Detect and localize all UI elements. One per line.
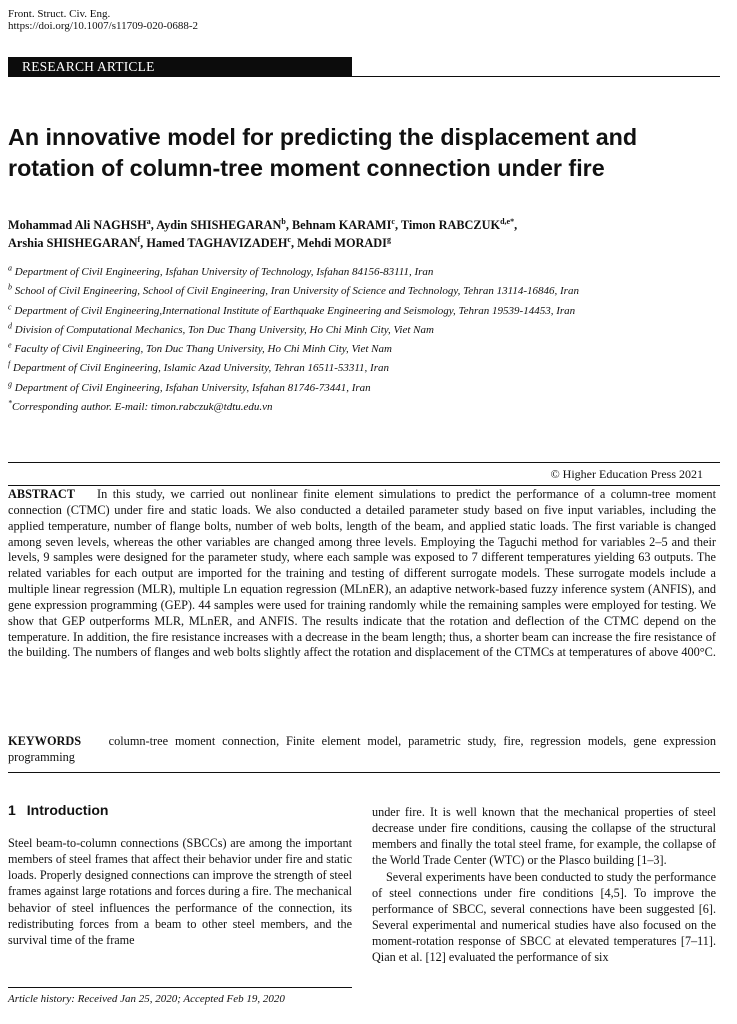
affiliation-item: [8, 282, 723, 301]
keywords: [8, 733, 716, 765]
author-list: [8, 216, 723, 252]
author-separator: ,: [394, 218, 401, 232]
abstract-rule: [8, 485, 720, 486]
keywords-label: KEYWORDS: [8, 734, 82, 748]
author-affil-mark: g: [386, 234, 391, 244]
affiliation-mark: *: [8, 398, 12, 408]
author-separator: ,: [150, 218, 157, 232]
article-type-banner: RESEARCH ARTICLE: [8, 57, 352, 77]
affiliation-mark: a: [8, 263, 12, 273]
author-affil-mark: c: [287, 234, 291, 244]
affiliation-list: [8, 263, 723, 417]
author-name: Aydin SHISHEGARAN: [156, 218, 282, 232]
banner-rule: [8, 76, 720, 77]
affiliation-text: Department of Civil Engineering, Islamic Azad University, Tehran 16511-53311, Iran: [12, 362, 389, 375]
copyright-notice: © Higher Education Press 2021: [550, 467, 703, 481]
author-affil-mark: a: [146, 216, 151, 226]
section-heading: [8, 801, 108, 819]
affiliation-mark: d: [8, 321, 12, 331]
affiliation-item: [8, 263, 723, 282]
affiliation-item: [8, 340, 723, 359]
author-name: Behnam KARAMI: [291, 218, 392, 232]
paper-title: [8, 122, 723, 184]
section-title: Introduction: [26, 802, 109, 818]
abstract-top-rule: [8, 462, 720, 463]
title-line-1: An innovative model for predicting the displacement and: [8, 124, 638, 150]
title-line-2: rotation of column-tree moment connection under fire: [8, 155, 605, 181]
affiliation-mark: c: [8, 301, 12, 311]
journal-name: Front. Struct. Civ. Eng.: [8, 8, 111, 20]
affiliation-mark: g: [8, 379, 12, 389]
footnote-rule: [8, 987, 352, 988]
affiliation-item: [8, 321, 723, 340]
author-name: Mehdi MORADI: [297, 236, 387, 250]
doi-link[interactable]: https://doi.org/10.1007/s11709-020-0688-2: [8, 20, 199, 32]
affiliation-text: Department of Civil Engineering,International Institute of Earthquake Engineering and Seismology, Tehran 19539-14453, Iran: [14, 304, 576, 317]
abstract-text: In this study, we carried out nonlinear finite element simulations to predict the performance of a column-tree moment connection (CTMC) under fire and static loads. We also conducted a detailed parameter study based on five input variables, including the applied temperature, number of flange bolts, number of web bolts, length of the beam, and applied static loads. The first variable is changed among seven levels, whereas the other variables are changed among three levels. Employing the Taguchi method for variables 2–5 and their levels, 9 samples were designed for the parameter study, where each sample was exposed to 7 different temperatures yielding 63 outputs. The related variables for each output are imported for the training and testing of different surrogate models. These surrogate models include a multiple linear regression (MLR), multiple Ln equation regression (MLnER), an adaptive network-based fuzzy inference system (ANFIS), and gene expression programming (GEP). 44 samples were used for training randomly while the remaining samples were employed for testing. We show that GEP outperforms MLR, MLnER, and ANFIS. The results indicate that the rotation and deflection of the CTMC depend on the temperature. In addition, the fire resistance increases with a decrease in the beam length; thus, a shorter beam can increase the fire resistance of the building. The numbers of flanges and web bolts slightly affect the rotation and displacement of the CTMCs at temperatures of above 400°C.: [8, 487, 717, 660]
keywords-text: column-tree moment connection, Finite element model, parametric study, fire, regression models, gene expression programming: [8, 734, 716, 764]
author-name: Mohammad Ali NAGHSH: [8, 218, 147, 232]
section-number: 1: [8, 802, 16, 818]
affiliation-item: [8, 302, 723, 321]
author-line-1: [8, 216, 723, 234]
author-affil-mark: f: [137, 234, 141, 244]
affiliation-mark: b: [8, 282, 12, 292]
author-affil-mark: c: [391, 216, 395, 226]
corresponding-author: [8, 398, 723, 417]
affiliation-text: Division of Computational Mechanics, Ton Duc Thang University, Ho Chi Minh City, Viet Nam: [14, 323, 434, 336]
author-separator: ,: [514, 218, 518, 232]
author-separator: ,: [290, 236, 298, 250]
right-column: [372, 804, 716, 966]
affiliation-item: [8, 379, 723, 398]
affiliation-item: [8, 359, 723, 378]
body-paragraph: under fire. It is well known that the mechanical properties of steel decrease under fire conditions, causing the collapse of the structural members and finally the total steel frame, for example, the collapse of the World Trade Center (WTC) or the Plasco building [1–3].: [372, 805, 716, 868]
author-affil-mark: d,e*: [500, 216, 515, 226]
journal-header: [8, 8, 198, 32]
author-name: Timon RABCZUK: [400, 218, 501, 232]
affiliation-mark: e: [8, 340, 12, 350]
author-line-2: [8, 234, 723, 252]
author-name: Arshia SHISHEGARAN: [8, 236, 138, 250]
affiliation-text: Department of Civil Engineering, Isfahan University of Technology, Isfahan 84156-83111, Iran: [14, 266, 434, 278]
affiliation-text: Faculty of Civil Engineering, Ton Duc Thang University, Ho Chi Minh City, Viet Nam: [14, 343, 392, 356]
corresponding-author-text[interactable]: Corresponding author. E-mail: timon.rabczuk@tdtu.edu.vn: [12, 401, 273, 414]
author-affil-mark: b: [281, 216, 286, 226]
article-history: Article history: Received Jan 25, 2020; Accepted Feb 19, 2020: [8, 993, 285, 1005]
affiliation-text: School of Civil Engineering, School of Civil Engineering, Iran University of Science and Technology, Tehran 13114-16846, Iran: [14, 285, 579, 298]
abstract-label: ABSTRACT: [8, 487, 75, 501]
author-separator: ,: [140, 236, 147, 250]
affiliation-text: Department of Civil Engineering, Isfahan University, Isfahan 81746-73441, Iran: [14, 381, 371, 394]
left-column: [8, 835, 352, 948]
abstract: [8, 487, 716, 661]
affiliation-mark: f: [8, 359, 11, 369]
body-paragraph: Several experiments have been conducted to study the performance of steel connections under fire conditions [4,5]. To improve the performance of SBCC, several connections have been suggested [6]. Several experimental and numerical studies have also focused on the moment-rotation response of SBCC at elevated temperatures [7–11]. Qian et al. [12] evaluated the performance of six: [372, 869, 716, 965]
body-paragraph: Steel beam-to-column connections (SBCCs) are among the important members of steel frames that affect their behavior under fire and static loads. Properly designed connections can improve the strength of steel frames against large rotations and forces during a fire. The mechanical behavior of steel influences the performance of the connection, its redistributing forces from a beam to other steel members, and the survival time of the frame: [8, 836, 352, 947]
author-name: Hamed TAGHAVIZADEH: [146, 236, 288, 250]
keywords-rule: [8, 772, 720, 773]
author-separator: ,: [285, 218, 292, 232]
